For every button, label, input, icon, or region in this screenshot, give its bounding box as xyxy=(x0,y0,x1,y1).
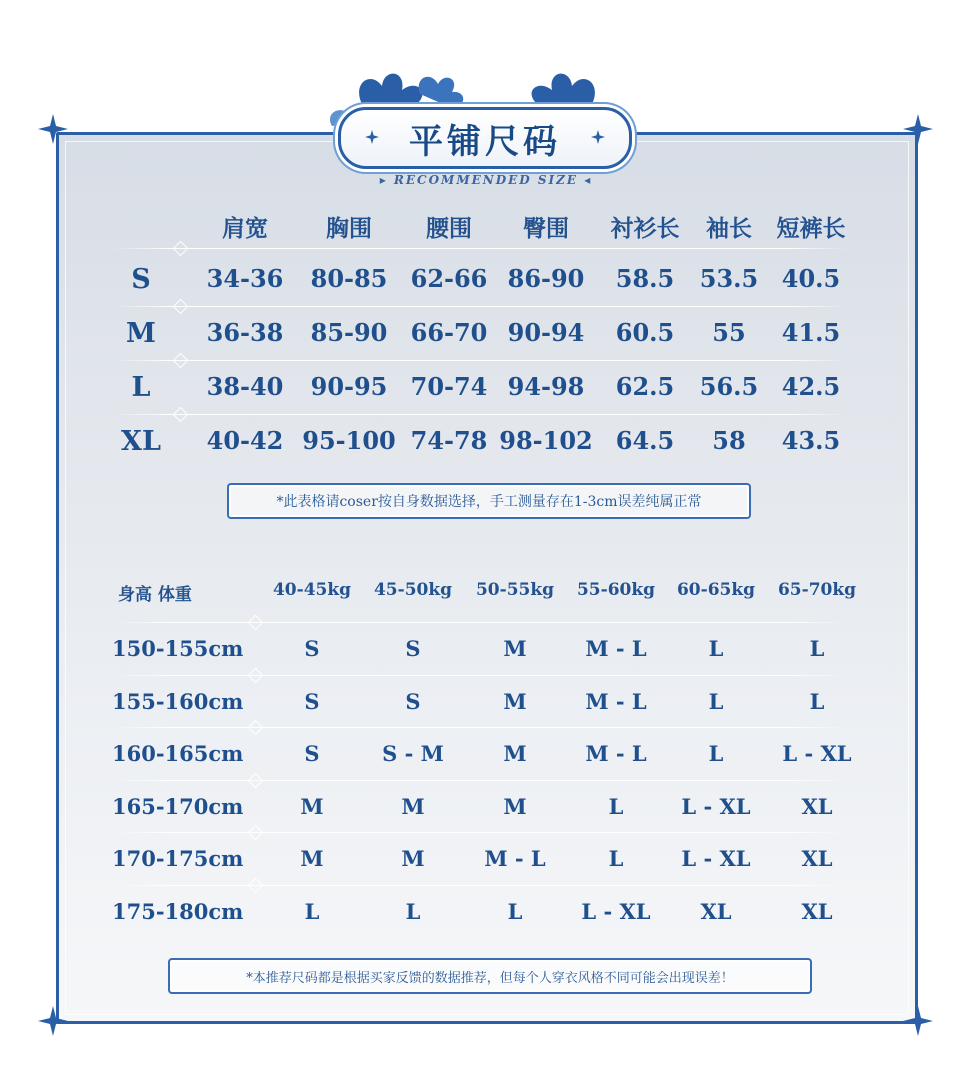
recommended-size: M - L xyxy=(484,846,546,871)
weight-header: 55-60kg xyxy=(576,580,656,600)
recommended-size: M xyxy=(503,689,527,714)
height-label: 160-165cm xyxy=(112,741,244,766)
size-row xyxy=(0,318,972,352)
recommend-row xyxy=(0,846,972,876)
recommended-size: L xyxy=(708,689,724,714)
sparkle-star-icon xyxy=(38,1006,68,1036)
sparkle-star-icon xyxy=(903,1006,933,1036)
recommended-size: L - XL xyxy=(681,794,751,819)
recommended-size: L xyxy=(405,899,421,924)
size-label: S xyxy=(131,264,151,295)
recommended-size: M - L xyxy=(585,741,647,766)
measurement: 94-98 xyxy=(507,372,585,401)
recommended-size: M xyxy=(300,794,324,819)
measurement: 34-36 xyxy=(206,264,284,293)
size-row xyxy=(0,372,972,406)
recommended-size: L - XL xyxy=(782,741,852,766)
corner-label: 身高 体重 xyxy=(118,585,192,605)
measurement: 90-94 xyxy=(507,318,585,347)
size-label: XL xyxy=(121,426,161,457)
recommended-size: M - L xyxy=(585,689,647,714)
size-row xyxy=(0,264,972,298)
measurement: 74-78 xyxy=(410,426,488,455)
column-header: 肩宽 xyxy=(222,215,268,242)
row-divider xyxy=(112,622,848,623)
recommend-row xyxy=(0,636,972,666)
recommended-size: XL xyxy=(801,794,833,819)
measurement: 55 xyxy=(712,318,746,347)
recommend-chart-note: *本推荐尺码都是根据买家反馈的数据推荐，但每个人穿衣风格不同可能会出现误差！ xyxy=(168,958,812,994)
row-divider xyxy=(112,414,848,415)
recommended-size: XL xyxy=(801,899,833,924)
row-divider xyxy=(112,727,848,728)
recommended-size: L - XL xyxy=(581,899,651,924)
size-row xyxy=(0,426,972,460)
sparkle-star-icon xyxy=(591,130,605,144)
weight-header: 65-70kg xyxy=(777,580,857,600)
column-header: 衬衫长 xyxy=(610,215,680,242)
recommended-size: M xyxy=(503,741,527,766)
column-header: 短裤长 xyxy=(776,215,846,242)
measurement: 62-66 xyxy=(410,264,488,293)
measurement: 64.5 xyxy=(615,426,675,455)
row-divider xyxy=(112,248,848,249)
weight-header: 40-45kg xyxy=(272,580,352,600)
recommended-size: S xyxy=(405,636,421,661)
recommended-size: L xyxy=(608,794,624,819)
measurement: 40.5 xyxy=(781,264,841,293)
recommend-row xyxy=(0,741,972,771)
recommend-chart-header xyxy=(0,580,972,606)
recommended-size: L xyxy=(809,689,825,714)
recommend-row xyxy=(0,794,972,824)
recommended-size: S xyxy=(304,689,320,714)
size-chart-header xyxy=(0,210,972,240)
subtitle: ▸ RECOMMENDED SIZE ◂ xyxy=(379,173,593,187)
measurement: 98-102 xyxy=(499,426,593,455)
weight-header: 50-55kg xyxy=(475,580,555,600)
recommended-size: L xyxy=(608,846,624,871)
column-header: 腰围 xyxy=(426,215,472,242)
measurement: 85-90 xyxy=(310,318,388,347)
measurement: 80-85 xyxy=(310,264,388,293)
weight-header: 45-50kg xyxy=(373,580,453,600)
column-header: 臀围 xyxy=(523,215,569,242)
recommended-size: M - L xyxy=(585,636,647,661)
recommended-size: M xyxy=(503,794,527,819)
recommended-size: M xyxy=(401,794,425,819)
measurement: 43.5 xyxy=(781,426,841,455)
recommended-size: L xyxy=(809,636,825,661)
recommended-size: S - M xyxy=(382,741,444,766)
row-divider xyxy=(112,832,848,833)
sparkle-star-icon xyxy=(365,130,379,144)
recommend-row xyxy=(0,899,972,929)
measurement: 58.5 xyxy=(615,264,675,293)
height-label: 150-155cm xyxy=(112,636,244,661)
measurement: 95-100 xyxy=(302,426,396,455)
measurement: 42.5 xyxy=(781,372,841,401)
page-title: 平铺尺码 xyxy=(409,121,561,162)
measurement: 86-90 xyxy=(507,264,585,293)
sparkle-star-icon xyxy=(903,114,933,144)
column-header: 袖长 xyxy=(706,215,752,242)
measurement: 58 xyxy=(712,426,746,455)
recommended-size: M xyxy=(503,636,527,661)
measurement: 90-95 xyxy=(310,372,388,401)
measurement: 40-42 xyxy=(206,426,284,455)
size-label: M xyxy=(126,318,156,349)
size-chart-note: *此表格请coser按自身数据选择，手工测量存在1-3cm误差纯属正常 xyxy=(227,483,751,519)
measurement: 70-74 xyxy=(410,372,488,401)
height-label: 165-170cm xyxy=(112,794,244,819)
height-label: 155-160cm xyxy=(112,689,244,714)
row-divider xyxy=(112,306,848,307)
recommend-row xyxy=(0,689,972,719)
measurement: 38-40 xyxy=(206,372,284,401)
row-divider xyxy=(112,885,848,886)
size-label: L xyxy=(131,372,151,403)
column-header: 胸围 xyxy=(326,215,372,242)
measurement: 53.5 xyxy=(699,264,759,293)
row-divider xyxy=(112,780,848,781)
measurement: 62.5 xyxy=(615,372,675,401)
height-label: 175-180cm xyxy=(112,899,244,924)
recommended-size: L - XL xyxy=(681,846,751,871)
recommended-size: L xyxy=(708,741,724,766)
height-label: 170-175cm xyxy=(112,846,244,871)
weight-header: 60-65kg xyxy=(676,580,756,600)
measurement: 41.5 xyxy=(781,318,841,347)
measurement: 36-38 xyxy=(206,318,284,347)
recommended-size: S xyxy=(405,689,421,714)
recommended-size: XL xyxy=(801,846,833,871)
row-divider xyxy=(112,675,848,676)
recommended-size: L xyxy=(708,636,724,661)
recommended-size: M xyxy=(300,846,324,871)
recommended-size: S xyxy=(304,636,320,661)
recommended-size: S xyxy=(304,741,320,766)
title-plate xyxy=(338,107,632,169)
measurement: 66-70 xyxy=(410,318,488,347)
recommended-size: M xyxy=(401,846,425,871)
recommended-size: L xyxy=(507,899,523,924)
recommended-size: L xyxy=(304,899,320,924)
measurement: 56.5 xyxy=(699,372,759,401)
sparkle-star-icon xyxy=(38,114,68,144)
row-divider xyxy=(112,360,848,361)
recommended-size: XL xyxy=(700,899,732,924)
measurement: 60.5 xyxy=(615,318,675,347)
